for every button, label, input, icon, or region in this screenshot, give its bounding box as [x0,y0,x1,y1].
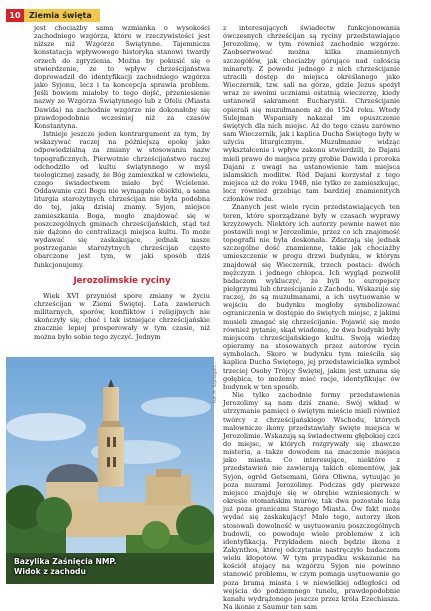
page-number: 10 [6,9,24,22]
basilica-photo [6,357,214,584]
photo-credit: Fot. A. Szpilagoli... [213,362,218,404]
photo-caption [14,557,116,576]
paragraph: Istnieje jeszcze jeden kontrargument za tym, by wskazywać raczej na późniejszą epokę jako odpowiedzialną za zmiany w stosowaniu nazw topograficznych. Pierwotnie chrześcijaństwo raczej odchodziło od kultu świątynnego w myśl teologicznej zasady, że Bóg zamieszkał w człowieku, czego świadectwem miało być Wcielenie. Oddawanie czci Bogu nie wymagało obiektu, a sama liturgia starożytnych chrześcijan nie była podobna do tej, jaką dzisiaj znamy. Syjon, miejsce zamieszkania Boga, mogło znajdować się w poszczególnych gminach chrześcijańskich, stąd też nie dążono do centralizacji miejsca kultu. To może wydawać się zaskakujące, jednak nasze postrzeganie starożytnych chrześcijan często obarczone jest tym, w jaki sposób dziś funkcjonujemy. [34,130,210,269]
paragraph: Znanych jest wiele rycin przedstawiających ten teren, które sporządzane były w czasach wyprawy krzyżowych. Niektóry ich autorzy pewnie nawet nie postawili nogi w Jerozolimie, przez co ich znajomość topografii nie była doskonała. Zdarzają się jednak szczególne dość znamienne, takie jak chociażby umieszczenie w progu drzwi budynku, w którym znajdował się Wieczernik, trzech postaci: dwóch mężczyzn i jednego chłopca. Ich wygląd pozwolił badaczom wykluczyć, że byli to europejscy pielgrzymi lub chrześcijanie z Zachodu. Wskazuje się raczej, że są muzułmanami, a ich usytuowanie w wejściu do budynku mogłoby symbolizować ograniczenia w dostępie do świętych miejsc, z jakimi musieli zmagać się chrześcijanie. Pojawić się może również pytanie, skąd wiadomo, że dwa budynki były miejscem chrześcijańskiego kultu. Swoją wiedzę opieramy na stosowanych przez autorów rycin symbolach. Skoro w budynku tym mieściła się kaplica Ducha Świętego, jej przedstawicielka symbol trzeciej Osoby Trójcy Świętej, jakim jest uznana się gołębica, to możemy mieć racje, identyfikując ów budynek w ten sposób. [223,203,400,391]
right-column [223,24,400,611]
paragraph: jest chociażby sama wzmianka o wysokości zachodniego wzgórza, które w rzeczywistości jest niższe niż Wzgórze Świątynne. Tajemnicza konstatacja wpływowego historyka stanowi twardy orzech do zgryzienia. Można by pokusić się o stwierdzenie, że to wpływ chrześcijaństwa doprowadził do identyfikacji zachodniego wzgórza jako Syjonu, lecz i ta koncepcja sprawia problem. Jeśli bowiem miałoby to tego dojść, przeniesienie nazwy ze Wzgórza Świątynnego lub z Ofelu (Miasta Dawida) na zachodnie wzgórze nie dokonałoby się prawdopodobnie wcześniej niż za czasów Konstantyna. [34,24,210,130]
paragraph: z interesujących świadectw funkcjonowania ówczesnych chrześcijan są ryciny przedstawiające Jerozolimę, w tym również zachodnie wzgórze. Zaobserwować można kilka znamiennych szczegółów, jak chociażby górujące nad całością minarety. Z powodu jednego z nich chrześcijanie utracili dostęp do miejsca określanego jako Wieczernik, tzw. sali na górze, gdzie Jezus spożył wraz ze swoimi uczniami ostatnią wieczerzę, kiedy ustanowił sakrament Eucharystii. Chrześcijanie opierali się muzułmanom aż do 1524 roku. Wtedy Sulejman Wspaniały nakazał im opuszczenie świętych dla nich miejsc. Aż do tego czasu zarówno sam Wieczernik, jak i kaplica Ducha Świętego były w użyciu liturgicznym. Muzułmanie widząc wykształcenie i wpływ zakonu stwierdzili, że Dajani mieli prawo do miejsca przy grobie Dawida i proroka Dajani z uwagi na ustanowienie tam miejsca islamskich modlitw. Ród Dajani korzystał z tego miejsca aż do roku 1948, nie tylko ze zamieszkując, lecz również grzebiąc tam bardziej znamienitych członków rodu. [223,24,400,204]
paragraph: Nie tylko zachodnie formy przedstawienia Jerozolimy są nam dziś znane. Swój wkład w utrzymanie pamięci o świętym mieście mieli również twórcy z chrześcijańskiego Wschodu, których malownicze ikony przedstawiały święte miejsca w Jerozolimie. Wskazują są świadectwem głębokiej czci do miejsc, w których rozgrywały się zbawcze misteria, a także dowodem na znaczenie miejsca jako miasta. Co interesujące, niektóre z przedstawień nie zawierają takich elementów, jak Syjon, ogród Getsemani, Góra Oliwna, sytuując je poza murami Jerozolimy. Podczas gdy pierwsze miejsce znajduje się w obrębie wzniesionych w okresie otomańskim murów, tak dwa pozostałe leżą już poza granicami Starego Miasta. Ów fakt może wydać się zaskakujący! Mało tego, autorzy ikon stosowali dowolność w usytuowaniu poszczególnych budowli, co powoduje wiele problemów z ich identyfikacją. Przykładem niech będzie ikona z Zakynthos, której odczytanie nastręczyło badaczom wielu kłopotów. W tym przypadku wskazanie na kościół stojący na wzgórzu Syjon nie powinno stanowić problemu, w czym pomaga usytuowanie go poza bramą miasta i w niewielkiej odległości od wejścia do podziemnego tunelu, prawdopodobnie kanału wydrążonego jeszcze przez króla Ezechiasza. Na ikonie z Saumur ten sam [223,391,400,611]
paragraph: Wiek XVI przyniósł spore zmiany w życiu chrześcijan w Ziemi Świętej. Lata zawieruch militarnych, sporów, konfliktów i religijnych nie skończyły się, choć i tak istniejące chrześcijańskie znacznie lepiej prosperowały w tym czasie, niż można było sobie tego życzyć. Jednym [34,291,210,341]
caption-line: Bazylika Zaśnięcia NMP. [14,557,117,566]
page-header [6,8,100,22]
caption-line: Widok z zachodu [14,566,86,576]
left-column [34,24,210,341]
subheading: Jerozolimskie ryciny [73,275,171,286]
section-title: Ziemia święta [24,9,100,22]
basilica-illustration [6,357,214,584]
